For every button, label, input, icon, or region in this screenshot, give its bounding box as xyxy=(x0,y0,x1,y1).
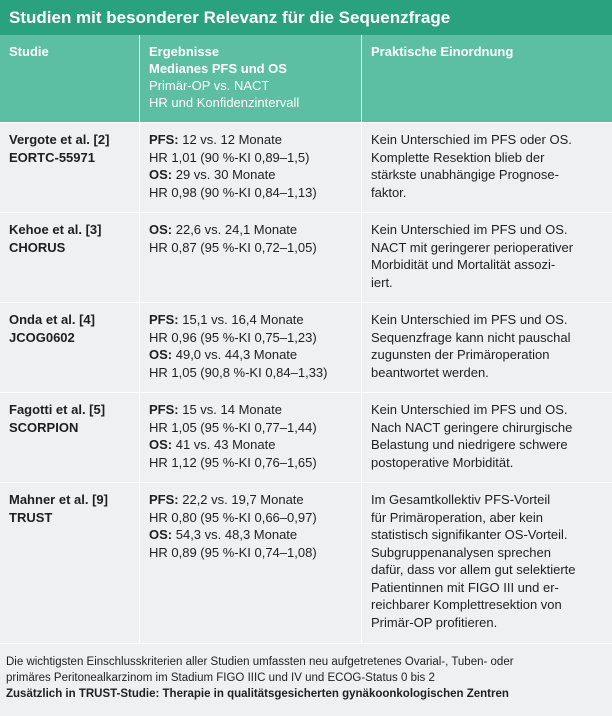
study-trial: SCORPION xyxy=(9,419,79,435)
assessment-cell xyxy=(361,123,612,212)
result-text: 49,0 vs. 44,3 Monate xyxy=(172,347,298,362)
assessment-line: iert. xyxy=(371,274,393,290)
assessment-line: Nach NACT geringere chirurgische xyxy=(371,419,573,435)
header-results-comparison: Primär-OP vs. NACT xyxy=(149,78,270,93)
result-label: OS: xyxy=(149,222,173,237)
table-header xyxy=(0,35,612,123)
assessment-cell xyxy=(361,393,612,482)
study-cell xyxy=(0,393,139,482)
result-line xyxy=(149,491,352,509)
header-study: Studie xyxy=(9,44,49,59)
assessment-line: reichbarer Komplettresektion von xyxy=(371,597,562,612)
table-row xyxy=(0,123,612,213)
table-row xyxy=(0,213,612,303)
study-author: Vergote et al. [2] xyxy=(9,132,110,147)
study-cell xyxy=(0,483,139,643)
result-label: OS: xyxy=(149,437,173,452)
assessment-line: Belastung und niedrigere schwere xyxy=(371,437,568,452)
result-line xyxy=(149,166,352,184)
assessment-cell xyxy=(361,303,612,392)
result-text: 22,2 vs. 19,7 Monate xyxy=(178,492,304,507)
assessment-line: Kein Unterschied im PFS und OS. xyxy=(371,402,568,417)
result-line xyxy=(149,311,352,329)
result-text: HR 0,80 (95 %-KI 0,66–0,97) xyxy=(149,509,317,525)
result-text: 29 vs. 30 Monate xyxy=(172,167,276,182)
result-text: 12 vs. 12 Monate xyxy=(178,132,282,147)
result-line xyxy=(149,401,352,419)
assessment-line: beantwortet werden. xyxy=(371,364,489,380)
footnote-line: Die wichtigsten Einschlusskriterien aller Studien umfassten neu aufgetretenes Ovarial-, Tuben- oder xyxy=(6,656,514,668)
assessment-line: NACT mit geringerer perioperativer xyxy=(371,239,574,255)
result-text: HR 1,12 (95 %-KI 0,76–1,65) xyxy=(149,454,317,470)
result-line xyxy=(149,454,352,472)
assessment-line: postoperative Morbidität. xyxy=(371,454,514,470)
result-text: HR 1,05 (95 %-KI 0,77–1,44) xyxy=(149,419,317,435)
results-cell xyxy=(139,483,361,643)
result-label: OS: xyxy=(149,527,173,542)
results-cell xyxy=(139,393,361,482)
result-line xyxy=(149,364,352,382)
study-cell xyxy=(0,213,139,302)
study-trial: TRUST xyxy=(9,509,53,525)
result-line xyxy=(149,184,352,202)
result-text: HR 0,87 (95 %-KI 0,72–1,05) xyxy=(149,239,317,255)
result-label: OS: xyxy=(149,347,173,362)
footnote-bold-line: Zusätzlich in TRUST-Studie: Therapie in qualitätsgesicherten gynäkoonkologischen Zentren xyxy=(6,688,509,700)
assessment-cell xyxy=(361,213,612,302)
study-trial: CHORUS xyxy=(9,239,66,255)
assessment-line: stärkste unabhängige Prognose- xyxy=(371,167,559,182)
result-text: HR 1,01 (90 %-KI 0,89–1,5) xyxy=(149,149,310,165)
assessment-line: dafür, dass vor allem gut selektierte xyxy=(371,562,576,577)
results-cell xyxy=(139,123,361,212)
result-line xyxy=(149,509,352,527)
result-line xyxy=(149,221,352,239)
result-line xyxy=(149,329,352,347)
table-title: Studien mit besonderer Relevanz für die Sequenzfrage xyxy=(0,0,612,35)
result-label: PFS: xyxy=(149,132,179,147)
assessment-line: Kein Unterschied im PFS und OS. xyxy=(371,222,568,237)
header-results-subtitle: Medianes PFS und OS xyxy=(149,61,287,76)
assessment-line: für Primäroperation, aber kein xyxy=(371,509,543,525)
result-line xyxy=(149,239,352,257)
study-trial: JCOG0602 xyxy=(9,329,75,345)
result-text: 22,6 vs. 24,1 Monate xyxy=(172,222,298,237)
assessment-line: Im Gesamtkollektiv PFS-Vorteil xyxy=(371,492,551,507)
table-row xyxy=(0,483,612,644)
study-cell xyxy=(0,303,139,392)
result-text: 15,1 vs. 16,4 Monate xyxy=(178,312,304,327)
results-cell xyxy=(139,303,361,392)
result-line xyxy=(149,436,352,454)
result-line xyxy=(149,419,352,437)
assessment-line: Patientinnen mit FIGO III und er- xyxy=(371,579,559,595)
result-text: 15 vs. 14 Monate xyxy=(178,402,282,417)
results-cell xyxy=(139,213,361,302)
result-text: 41 vs. 43 Monate xyxy=(172,437,276,452)
assessment-line: statistisch signifikanter OS-Vorteil. xyxy=(371,527,568,542)
header-assessment: Praktische Einordnung xyxy=(361,35,612,122)
table-footnote xyxy=(0,644,612,702)
assessment-line: Primär-OP profitieren. xyxy=(371,614,498,630)
study-author: Kehoe et al. [3] xyxy=(9,222,102,237)
header-results-title: Ergebnisse xyxy=(149,44,220,59)
study-author: Fagotti et al. [5] xyxy=(9,402,106,417)
result-text: HR 0,98 (90 %-KI 0,84–1,13) xyxy=(149,184,317,200)
result-line xyxy=(149,346,352,364)
assessment-line: Kein Unterschied im PFS oder OS. xyxy=(371,132,572,147)
result-line xyxy=(149,131,352,149)
assessment-line: zugunsten der Primäroperation xyxy=(371,347,550,362)
study-author: Mahner et al. [9] xyxy=(9,492,108,507)
result-text: HR 0,89 (95 %-KI 0,74–1,08) xyxy=(149,544,317,560)
table-row xyxy=(0,393,612,483)
result-label: PFS: xyxy=(149,402,179,417)
result-line xyxy=(149,544,352,562)
result-text: HR 1,05 (90,8 %-KI 0,84–1,33) xyxy=(149,364,328,380)
study-trial: EORTC-55971 xyxy=(9,149,95,165)
header-results xyxy=(139,35,361,122)
assessment-line: Kein Unterschied im PFS und OS. xyxy=(371,312,568,327)
assessment-line: faktor. xyxy=(371,184,407,200)
assessment-line: Sequenzfrage kann nicht pauschal xyxy=(371,329,571,345)
result-text: HR 0,96 (95 %-KI 0,75–1,23) xyxy=(149,329,317,345)
result-label: PFS: xyxy=(149,492,179,507)
study-cell xyxy=(0,123,139,212)
result-label: PFS: xyxy=(149,312,179,327)
study-author: Onda et al. [4] xyxy=(9,312,95,327)
assessment-cell xyxy=(361,483,612,643)
result-text: 54,3 vs. 48,3 Monate xyxy=(172,527,298,542)
assessment-line: Subgruppenanalysen sprechen xyxy=(371,544,551,560)
assessment-line: Morbidität und Mortalität assozi- xyxy=(371,257,556,272)
assessment-line: Komplette Resektion blieb der xyxy=(371,149,545,165)
result-line xyxy=(149,526,352,544)
table-row xyxy=(0,303,612,393)
footnote-line: primäres Peritonealkarzinom im Stadium FIGO IIIC und IV und ECOG-Status 0 bis 2 xyxy=(6,672,435,684)
header-results-hr: HR und Konfidenzintervall xyxy=(149,95,300,110)
result-label: OS: xyxy=(149,167,173,182)
result-line xyxy=(149,149,352,167)
